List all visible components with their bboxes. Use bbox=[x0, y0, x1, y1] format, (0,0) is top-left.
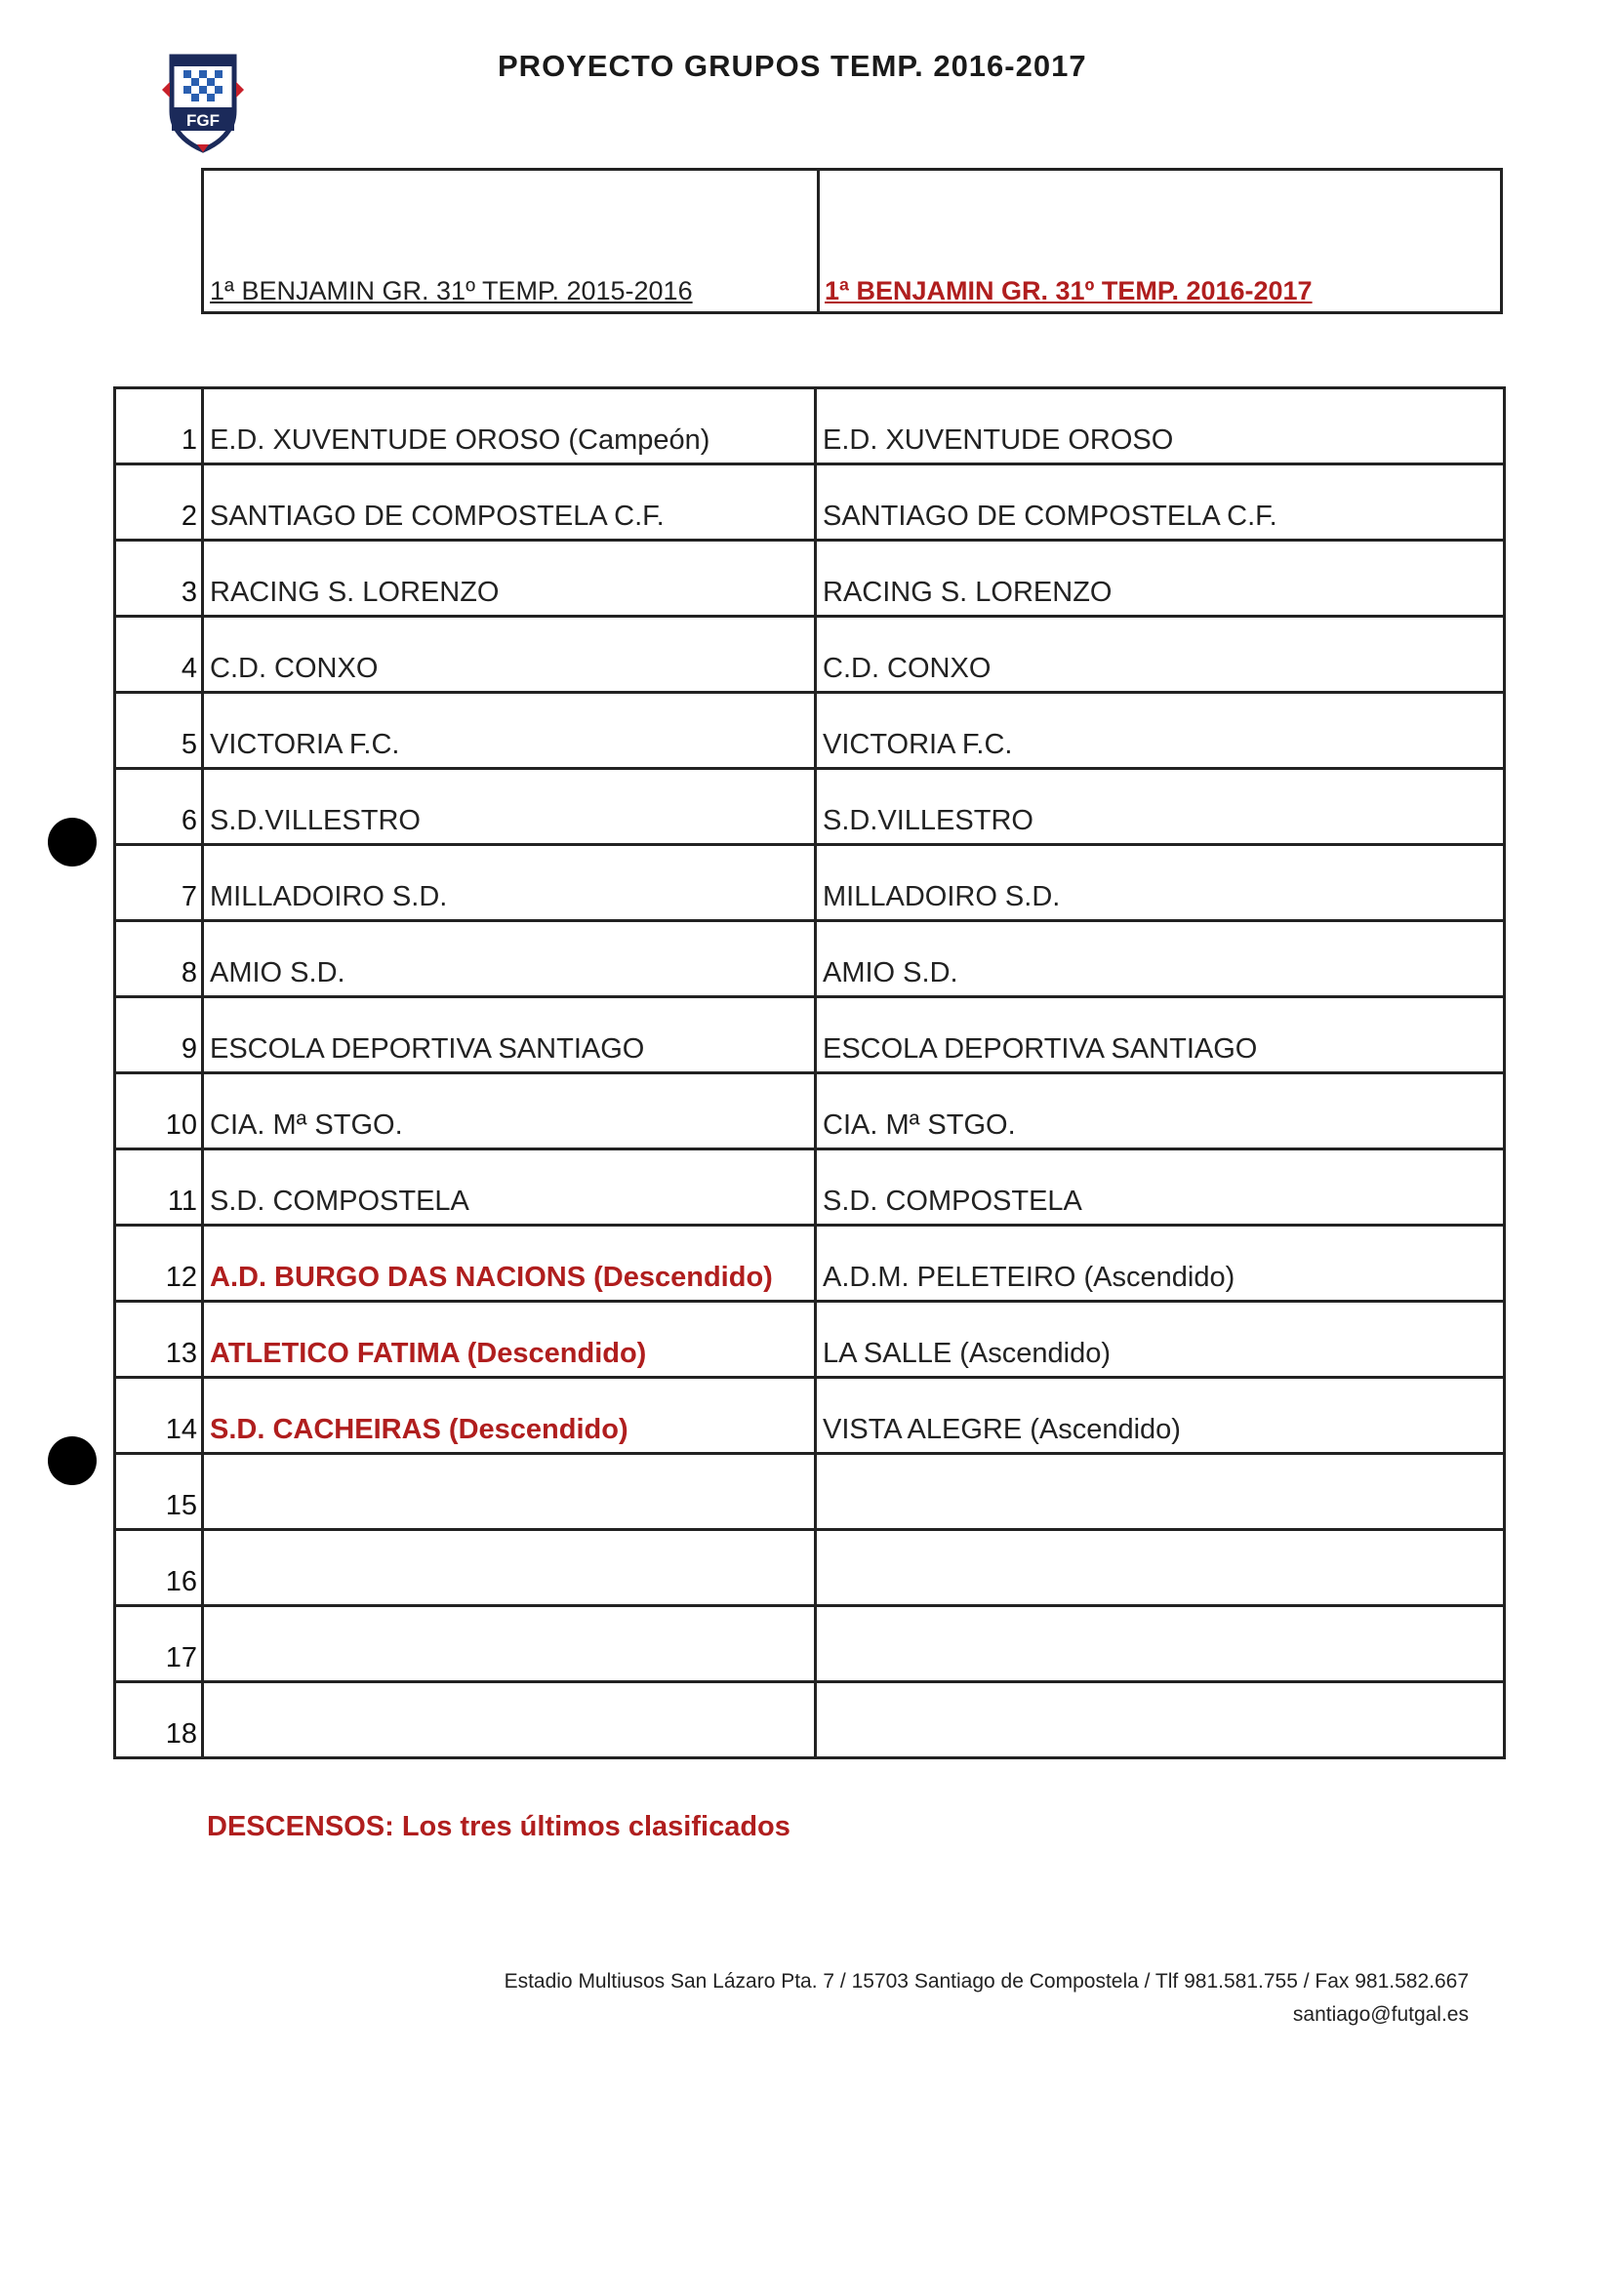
table-row bbox=[115, 464, 1505, 541]
current-season-team: VICTORIA F.C. bbox=[816, 693, 1505, 769]
current-season-team: C.D. CONXO bbox=[816, 617, 1505, 693]
current-season-team: SANTIAGO DE COMPOSTELA C.F. bbox=[816, 464, 1505, 541]
table-row bbox=[115, 1226, 1505, 1302]
table-row bbox=[115, 1073, 1505, 1149]
previous-season-team: ATLETICO FATIMA (Descendido) bbox=[203, 1302, 816, 1378]
punch-hole bbox=[48, 1436, 97, 1485]
current-season-team bbox=[816, 1682, 1505, 1758]
table-row bbox=[115, 1530, 1505, 1606]
row-number: 14 bbox=[115, 1378, 203, 1454]
row-number: 5 bbox=[115, 693, 203, 769]
row-number: 8 bbox=[115, 921, 203, 997]
current-season-heading: 1ª BENJAMIN GR. 31º TEMP. 2016-2017 bbox=[825, 276, 1313, 305]
logo-text: FGF bbox=[186, 111, 220, 130]
current-season-team: E.D. XUVENTUDE OROSO bbox=[816, 388, 1505, 464]
current-season-team: RACING S. LORENZO bbox=[816, 541, 1505, 617]
punch-hole bbox=[48, 818, 97, 866]
row-number: 13 bbox=[115, 1302, 203, 1378]
row-number: 15 bbox=[115, 1454, 203, 1530]
previous-season-team: MILLADOIRO S.D. bbox=[203, 845, 816, 921]
current-season-team: VISTA ALEGRE (Ascendido) bbox=[816, 1378, 1505, 1454]
row-number: 2 bbox=[115, 464, 203, 541]
page-title: PROYECTO GRUPOS TEMP. 2016-2017 bbox=[498, 49, 1087, 83]
previous-season-team: S.D.VILLESTRO bbox=[203, 769, 816, 845]
table-row bbox=[115, 541, 1505, 617]
current-season-team: ESCOLA DEPORTIVA SANTIAGO bbox=[816, 997, 1505, 1073]
row-number: 17 bbox=[115, 1606, 203, 1682]
table-row bbox=[115, 1682, 1505, 1758]
table-row bbox=[115, 997, 1505, 1073]
row-number: 18 bbox=[115, 1682, 203, 1758]
row-number: 3 bbox=[115, 541, 203, 617]
row-number: 10 bbox=[115, 1073, 203, 1149]
relegation-note: DESCENSOS: Los tres últimos clasificados bbox=[207, 1811, 790, 1842]
previous-season-team: A.D. BURGO DAS NACIONS (Descendido) bbox=[203, 1226, 816, 1302]
row-number: 9 bbox=[115, 997, 203, 1073]
current-season-team: S.D. COMPOSTELA bbox=[816, 1149, 1505, 1226]
current-season-team: A.D.M. PELETEIRO (Ascendido) bbox=[816, 1226, 1505, 1302]
previous-season-team bbox=[203, 1454, 816, 1530]
row-number: 4 bbox=[115, 617, 203, 693]
table-row bbox=[115, 617, 1505, 693]
table-row bbox=[115, 1378, 1505, 1454]
previous-season-heading: 1ª BENJAMIN GR. 31º TEMP. 2015-2016 bbox=[210, 276, 693, 305]
previous-season-team: E.D. XUVENTUDE OROSO (Campeón) bbox=[203, 388, 816, 464]
table-row bbox=[115, 921, 1505, 997]
row-number: 16 bbox=[115, 1530, 203, 1606]
row-number: 7 bbox=[115, 845, 203, 921]
table-row bbox=[115, 693, 1505, 769]
current-season-team bbox=[816, 1454, 1505, 1530]
group-table bbox=[113, 386, 1506, 1759]
previous-season-team: RACING S. LORENZO bbox=[203, 541, 816, 617]
previous-season-team: SANTIAGO DE COMPOSTELA C.F. bbox=[203, 464, 816, 541]
table-row bbox=[115, 769, 1505, 845]
current-season-team: LA SALLE (Ascendido) bbox=[816, 1302, 1505, 1378]
previous-season-team: VICTORIA F.C. bbox=[203, 693, 816, 769]
fgf-logo bbox=[158, 51, 248, 154]
footer-email: santiago@futgal.es bbox=[1292, 2003, 1469, 2026]
row-number: 6 bbox=[115, 769, 203, 845]
column-divider bbox=[817, 171, 820, 311]
previous-season-team bbox=[203, 1606, 816, 1682]
previous-season-team: S.D. CACHEIRAS (Descendido) bbox=[203, 1378, 816, 1454]
current-season-team: AMIO S.D. bbox=[816, 921, 1505, 997]
row-number: 12 bbox=[115, 1226, 203, 1302]
previous-season-team: C.D. CONXO bbox=[203, 617, 816, 693]
current-season-team: S.D.VILLESTRO bbox=[816, 769, 1505, 845]
table-row bbox=[115, 1302, 1505, 1378]
previous-season-team: ESCOLA DEPORTIVA SANTIAGO bbox=[203, 997, 816, 1073]
table-row bbox=[115, 1606, 1505, 1682]
previous-season-team bbox=[203, 1530, 816, 1606]
table-row bbox=[115, 388, 1505, 464]
row-number: 11 bbox=[115, 1149, 203, 1226]
previous-season-team bbox=[203, 1682, 816, 1758]
table-row bbox=[115, 1149, 1505, 1226]
previous-season-team: S.D. COMPOSTELA bbox=[203, 1149, 816, 1226]
footer bbox=[505, 1965, 1469, 2032]
table-row bbox=[115, 845, 1505, 921]
current-season-team: MILLADOIRO S.D. bbox=[816, 845, 1505, 921]
current-season-team: CIA. Mª STGO. bbox=[816, 1073, 1505, 1149]
current-season-team bbox=[816, 1530, 1505, 1606]
season-heading-box bbox=[201, 168, 1503, 314]
current-season-team bbox=[816, 1606, 1505, 1682]
table-row bbox=[115, 1454, 1505, 1530]
row-number: 1 bbox=[115, 388, 203, 464]
previous-season-team: CIA. Mª STGO. bbox=[203, 1073, 816, 1149]
previous-season-team: AMIO S.D. bbox=[203, 921, 816, 997]
footer-address: Estadio Multiusos San Lázaro Pta. 7 / 15703 Santiago de Compostela / Tlf 981.581.755 / Fax 981.582.667 bbox=[504, 1970, 1469, 1993]
